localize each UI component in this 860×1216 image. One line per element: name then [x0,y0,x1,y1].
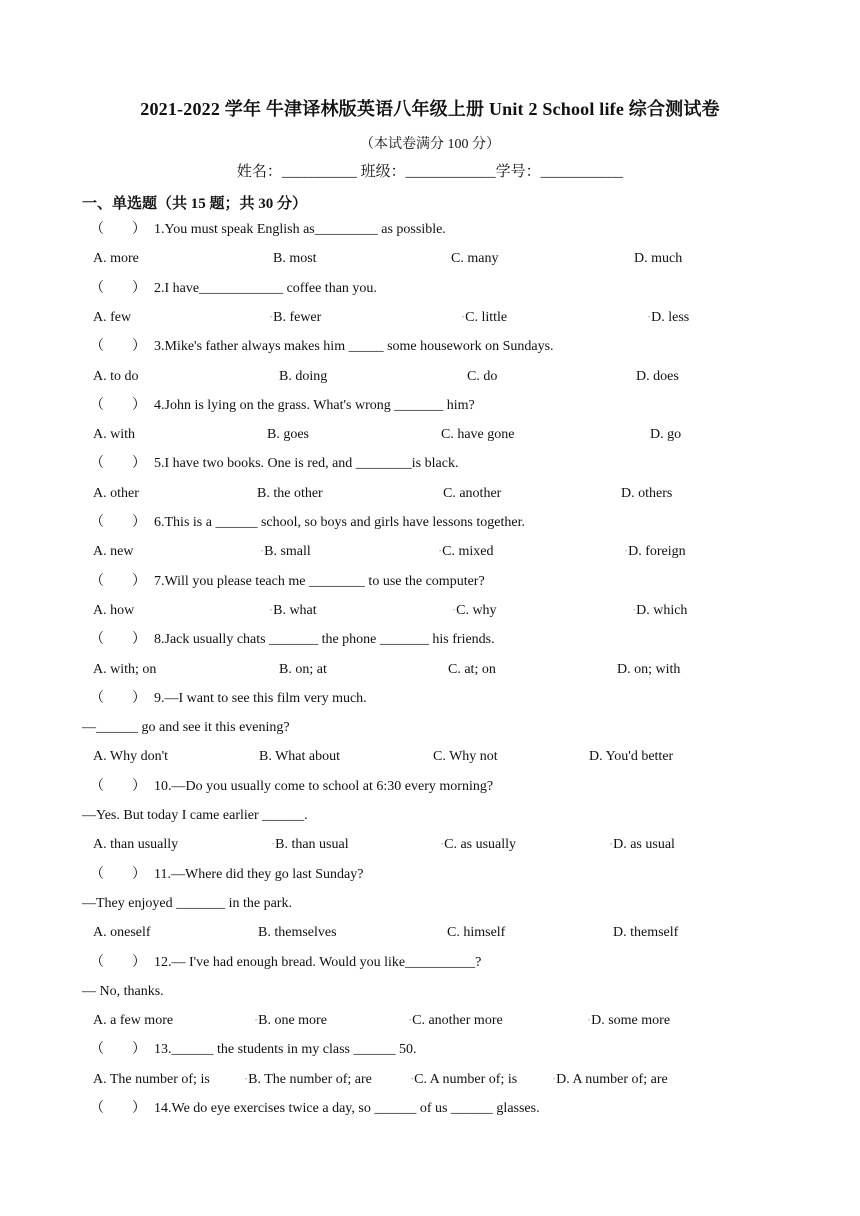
question-text: 1.You must speak English as_________ as possible. [154,222,446,237]
question-text: 5.I have two books. One is red, and ________is black. [154,456,459,472]
answer-bracket: （ ） [90,632,146,648]
option-text: D. much [634,251,683,267]
question-stem-row [0,629,860,651]
option-text: B. What about [259,749,341,765]
option-text: D. A number of; are [556,1071,668,1087]
option-b[interactable] [270,600,317,622]
option-d[interactable] [610,834,675,856]
option-b[interactable] [261,541,311,563]
bullet-icon: • [453,607,456,614]
bullet-icon: • [462,314,465,321]
option-text: D. on; with [617,661,681,677]
option-b[interactable] [270,307,321,329]
option-text: A. to do [93,368,139,384]
question-dialog: — No, thanks. [82,983,164,999]
option-d[interactable] [553,1069,668,1091]
question-dialog-row [0,717,860,739]
question-stem [90,864,363,886]
options-row [0,424,860,446]
question-stem-row [0,1098,860,1120]
option-b[interactable] [257,483,323,505]
option-text: C. Why not [433,749,498,765]
answer-bracket: （ ） [90,778,146,794]
bullet-icon: • [409,1018,412,1025]
bullet-icon: • [261,549,264,556]
question-stem-row [0,688,860,710]
option-text: D. does [636,368,679,384]
question-text: 12.— I've had enough bread. Would you like__________? [154,954,482,970]
option-d[interactable] [613,922,678,944]
option-a[interactable] [93,1010,173,1032]
question-stem [90,336,554,358]
question-dialog-row [0,893,860,915]
option-text: D. go [650,427,682,443]
question-stem-row [0,453,860,475]
option-text: A. The number of; is [93,1071,210,1087]
option-d[interactable] [633,600,687,622]
student-info-fields: 姓名：__________ 班级：____________学号：___________ [236,164,624,180]
question-text: 9.—I want to see this film very much. [154,690,367,706]
option-b[interactable] [255,1010,327,1032]
option-text: B. small [264,544,311,560]
option-c[interactable] [441,424,514,446]
options-row [0,746,860,768]
option-a[interactable] [93,600,134,622]
options-row [0,659,860,681]
option-text: D. foreign [628,544,686,560]
answer-bracket: （ ） [90,866,146,882]
option-c[interactable] [443,483,501,505]
option-a[interactable] [93,307,131,329]
options-row [0,366,860,388]
option-a[interactable] [93,366,139,388]
option-text: C. another more [412,1013,503,1029]
option-b[interactable] [245,1069,372,1091]
option-text: C. at; on [448,661,496,677]
option-a[interactable] [93,922,151,944]
bullet-icon: • [553,1076,556,1083]
option-text: C. why [456,602,497,618]
option-text: D. as usual [613,837,675,853]
bullet-icon: • [270,314,273,321]
option-text: A. Why don't [93,749,168,765]
option-c[interactable] [447,922,505,944]
question-stem [90,453,458,475]
question-text: 7.Will you please teach me ________ to use the computer? [154,573,485,589]
options-row [0,1010,860,1032]
option-c[interactable] [439,541,493,563]
option-text: D. themself [613,925,679,941]
answer-bracket: （ ） [90,1042,146,1058]
option-d[interactable] [621,483,672,505]
option-text: B. what [273,602,317,618]
bullet-icon: • [441,842,444,849]
option-c[interactable] [448,659,496,681]
option-d[interactable] [634,248,682,270]
option-d[interactable] [617,659,680,681]
answer-bracket: （ ） [90,339,146,355]
option-text: C. another [443,485,502,501]
option-text: C. do [467,368,498,384]
option-text: C. as usually [444,837,517,853]
option-text: A. new [93,544,134,560]
option-text: A. oneself [93,925,151,941]
option-text: C. himself [447,925,506,941]
option-text: D. some more [591,1013,671,1029]
option-text: B. doing [279,368,328,384]
question-stem-row [0,1039,860,1061]
option-c[interactable] [453,600,497,622]
option-a[interactable] [93,659,156,681]
question-text: 10.—Do you usually come to school at 6:30 every morning? [154,778,494,794]
option-a[interactable] [93,746,168,768]
question-stem [90,395,475,417]
question-stem-row [0,571,860,593]
question-stem-row [0,336,860,358]
option-text: B. than usual [275,837,349,853]
option-text: C. have gone [441,427,515,443]
option-b[interactable] [272,834,349,856]
answer-bracket: （ ） [90,690,146,706]
question-stem-row [0,776,860,798]
option-a[interactable] [93,483,139,505]
option-b[interactable] [258,922,337,944]
option-d[interactable] [588,1010,670,1032]
question-stem-row [0,278,860,300]
option-b[interactable] [279,366,327,388]
answer-bracket: （ ） [90,397,146,413]
question-dialog-row [0,805,860,827]
question-stem [90,629,495,651]
question-text: 13.______ the students in my class ______ 50. [154,1042,417,1058]
question-stem-row [0,952,860,974]
bullet-icon: • [648,314,651,321]
options-row [0,307,860,329]
option-text: B. on; at [279,661,327,677]
question-text: 4.John is lying on the grass. What's wrong _______ him? [154,397,475,413]
question-text: 6.This is a ______ school, so boys and girls have lessons together. [154,515,525,530]
question-stem [90,571,485,593]
question-stem [90,1039,417,1061]
options-row [0,834,860,856]
answer-bracket: （ ） [90,1101,146,1116]
question-stem-row [0,219,860,241]
option-text: B. most [273,251,317,267]
answer-bracket: （ ） [90,280,146,296]
question-dialog: —Yes. But today I came earlier ______. [82,808,308,823]
option-a[interactable] [93,424,135,446]
bullet-icon: • [245,1076,248,1083]
question-stem [90,952,481,974]
question-stem-row [0,512,860,534]
question-stem [90,219,446,241]
option-d[interactable] [648,307,689,329]
bullet-icon: • [439,549,442,556]
options-row [0,483,860,505]
option-b[interactable] [259,746,340,768]
options-row [0,922,860,944]
question-text: 14.We do eye exercises twice a day, so ______ of us ______ glasses. [154,1101,540,1116]
option-text: A. than usually [93,837,179,853]
option-text: D. You'd better [589,749,674,765]
question-dialog-row [0,981,860,1003]
option-text: A. with; on [93,661,157,677]
option-text: B. themselves [258,925,337,941]
option-c[interactable] [441,834,516,856]
bullet-icon: • [272,842,275,849]
option-c[interactable] [411,1069,517,1091]
option-a[interactable] [93,834,178,856]
option-text: D. others [621,485,673,501]
option-text: C. mixed [442,544,494,560]
option-text: C. many [451,251,499,267]
question-stem [90,1098,540,1120]
options-row [0,600,860,622]
page-title: 2021-2022 学年 牛津译林版英语八年级上册 Unit 2 School life 综合测试卷 [140,99,720,119]
options-row [0,541,860,563]
answer-bracket: （ ） [90,954,146,970]
answer-bracket: （ ） [90,222,146,237]
answer-bracket: （ ） [90,573,146,589]
option-a[interactable] [93,541,133,563]
option-text: D. less [651,309,690,325]
question-dialog: —They enjoyed _______ in the park. [82,895,292,911]
bullet-icon: • [411,1076,414,1083]
question-stem [90,512,525,534]
options-row [0,248,860,270]
option-text: B. one more [258,1013,327,1029]
bullet-icon: • [625,549,628,556]
option-d[interactable] [650,424,681,446]
question-stem [90,688,367,710]
question-text: 11.—Where did they go last Sunday? [154,866,364,882]
bullet-icon: • [610,842,613,849]
option-text: B. fewer [273,309,322,325]
page-subtitle: （本试卷满分 100 分） [360,137,500,152]
answer-bracket: （ ） [90,456,146,472]
option-text: B. The number of; are [248,1071,372,1087]
option-text: C. little [465,309,508,325]
section-title: 一、单选题（共 15 题；共 30 分） [82,196,308,212]
question-stem [90,278,377,300]
bullet-icon: • [255,1018,258,1025]
option-c[interactable] [433,746,498,768]
question-stem-row [0,395,860,417]
bullet-icon: • [633,607,636,614]
option-text: A. how [93,602,135,618]
option-c[interactable] [451,248,498,270]
option-text: A. other [93,485,139,501]
option-d[interactable] [636,366,679,388]
option-a[interactable] [93,1069,210,1091]
question-stem-row [0,864,860,886]
option-c[interactable] [467,366,497,388]
answer-bracket: （ ） [90,515,146,530]
option-text: A. few [93,309,132,325]
option-c[interactable] [462,307,507,329]
option-text: A. with [93,427,135,443]
question-text: 8.Jack usually chats _______ the phone _______ his friends. [154,632,495,648]
question-text: 2.I have____________ coffee than you. [154,280,377,296]
option-b[interactable] [273,248,317,270]
option-a[interactable] [93,248,139,270]
question-dialog: —______ go and see it this evening? [82,720,290,736]
option-text: A. a few more [93,1013,174,1029]
option-d[interactable] [625,541,686,563]
option-b[interactable] [279,659,327,681]
option-text: B. the other [257,485,323,501]
option-b[interactable] [267,424,309,446]
option-text: C. A number of; is [414,1071,518,1087]
option-text: B. goes [267,427,309,443]
options-row [0,1069,860,1091]
option-c[interactable] [409,1010,503,1032]
option-text: D. which [636,602,688,618]
bullet-icon: • [588,1018,591,1025]
option-d[interactable] [589,746,673,768]
question-text: 3.Mike's father always makes him _____ some housework on Sundays. [154,339,554,355]
option-text: A. more [93,251,139,267]
bullet-icon: • [270,607,273,614]
question-stem [90,776,493,798]
